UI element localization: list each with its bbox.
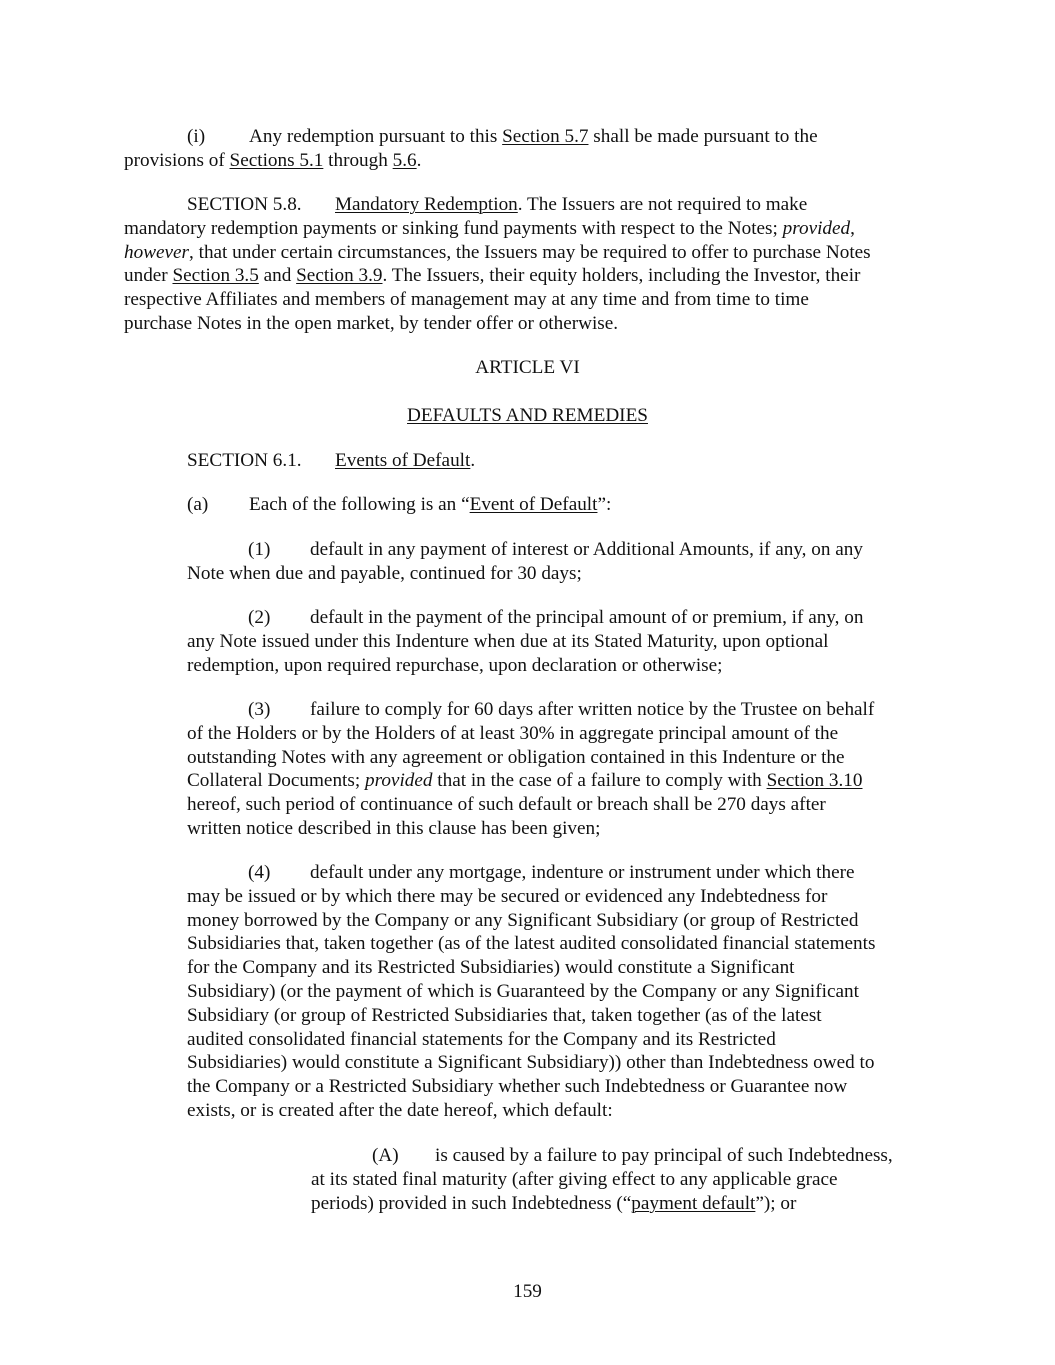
text: default under any mortgage, indenture or instrument under which there — [310, 862, 855, 883]
text: ”); or — [755, 1192, 797, 1214]
text-line: purchase Notes in the open market, by tender offer or otherwise. — [124, 312, 619, 334]
defined-term: payment default — [631, 1192, 756, 1214]
text: that in the case of a failure to comply with — [432, 770, 767, 792]
text: . — [470, 450, 476, 471]
cross-reference: Section 3.9 — [296, 265, 383, 287]
article-title — [0, 404, 1055, 428]
italic-text: provided — [364, 770, 433, 792]
text: . The Issuers, their equity holders, including the Investor, their — [382, 265, 861, 287]
clause-label: (2) — [248, 607, 271, 628]
text-line: written notice described in this clause has been given; — [187, 817, 601, 839]
text-line: of the Holders or by the Holders of at least 30% in aggregate principal amount of the — [187, 722, 839, 744]
section-5-8 — [124, 193, 871, 336]
clause-4 — [187, 861, 875, 1123]
section-heading: Events of Default — [335, 450, 471, 471]
italic-text: however — [124, 241, 190, 263]
clause-2 — [187, 606, 863, 677]
text-line: respective Affiliates and members of management may at any time and from time to time — [124, 289, 809, 311]
text-line: at its stated final maturity (after giving effect to any applicable grace — [311, 1168, 838, 1190]
clause-label: (3) — [248, 699, 271, 720]
text: through — [323, 149, 393, 171]
text-line: may be issued or by which there may be secured or evidenced any Indebtedness for — [187, 885, 828, 907]
text: and — [258, 265, 297, 287]
text-line: Subsidiaries that, taken together (as of the latest audited consolidated financial statements — [187, 933, 876, 955]
text-line: the Company or a Restricted Subsidiary whether such Indebtedness or Guarantee now — [187, 1076, 848, 1098]
cross-reference: Section 3.5 — [172, 265, 259, 287]
text: , that under certain circumstances, the Issuers may be required to offer to purchase Notes — [189, 241, 871, 263]
text-line: audited consolidated financial statements for the Company and its Restricted — [187, 1028, 776, 1050]
text: Any redemption pursuant to this — [249, 126, 503, 147]
defined-term: Event of Default — [469, 494, 598, 515]
text-line: Subsidiary (or group of Restricted Subsidiaries that, taken together (as of the latest — [187, 1004, 822, 1026]
text-line: outstanding Notes with any agreement or obligation contained in this Indenture or the — [187, 746, 845, 768]
text: provisions of — [124, 149, 230, 171]
text-line: Subsidiary) (or the payment of which is Guaranteed by the Company or any Significant — [187, 980, 859, 1002]
section-heading: Mandatory Redemption — [335, 194, 518, 215]
text-line: exists, or is created after the date hereof, which default: — [187, 1099, 613, 1121]
page-number: 159 — [513, 1281, 542, 1302]
text: . The Issuers are not required to make — [517, 194, 808, 215]
text: under — [124, 265, 173, 287]
section-number: SECTION 6.1. — [187, 450, 302, 471]
text-line: hereof, such period of continuance of such default or breach shall be 270 days after — [187, 794, 826, 816]
subclause-A — [311, 1144, 893, 1215]
clause-3 — [187, 698, 874, 841]
text: Each of the following is an “ — [249, 494, 470, 515]
text-line: Note when due and payable, continued for 30 days; — [187, 562, 582, 584]
clause-1 — [187, 538, 863, 586]
clause-label: (1) — [248, 539, 271, 560]
paragraph-label: (a) — [187, 494, 209, 515]
text: default in any payment of interest or Additional Amounts, if any, on any — [310, 539, 863, 560]
cross-reference: Sections 5.1 — [229, 149, 324, 171]
text: default in the payment of the principal amount of or premium, if any, on — [310, 607, 864, 628]
text: shall be made pursuant to the — [588, 126, 818, 147]
text-line: any Note issued under this Indenture when due at its Stated Maturity, upon optional — [187, 630, 829, 652]
text: , — [850, 217, 855, 239]
text: mandatory redemption payments or sinking fund payments with respect to the Notes; — [124, 217, 783, 239]
text: periods) provided in such Indebtedness (“ — [311, 1192, 632, 1214]
section-number: SECTION 5.8. — [187, 194, 302, 215]
article-title-text: DEFAULTS AND REMEDIES — [407, 405, 648, 426]
text-line: money borrowed by the Company or any Significant Subsidiary (or group of Restricted — [187, 909, 859, 931]
text: . — [416, 149, 422, 171]
clause-label: (4) — [248, 862, 271, 883]
italic-text: provided — [782, 217, 851, 239]
cross-reference: 5.6 — [392, 149, 417, 171]
text: Collateral Documents; — [187, 770, 365, 792]
text: ”: — [597, 494, 612, 515]
subclause-label: (A) — [372, 1145, 399, 1166]
paragraph-i — [124, 125, 818, 173]
text-line: for the Company and its Restricted Subsidiaries) would constitute a Significant — [187, 957, 795, 979]
cross-reference: Section 3.10 — [766, 770, 863, 792]
text-line: Subsidiaries) would constitute a Significant Subsidiary)) other than Indebtedness owed to — [187, 1052, 875, 1074]
text-line: redemption, upon required repurchase, upon declaration or otherwise; — [187, 654, 723, 676]
paragraph-label: (i) — [187, 126, 206, 147]
text: is caused by a failure to pay principal of such Indebtedness, — [435, 1145, 893, 1166]
text: failure to comply for 60 days after written notice by the Trustee on behalf — [310, 699, 875, 720]
cross-reference: Section 5.7 — [502, 126, 589, 147]
article-number: ARTICLE VI — [475, 357, 580, 378]
section-6-1 — [124, 449, 475, 473]
paragraph-a — [124, 493, 611, 517]
